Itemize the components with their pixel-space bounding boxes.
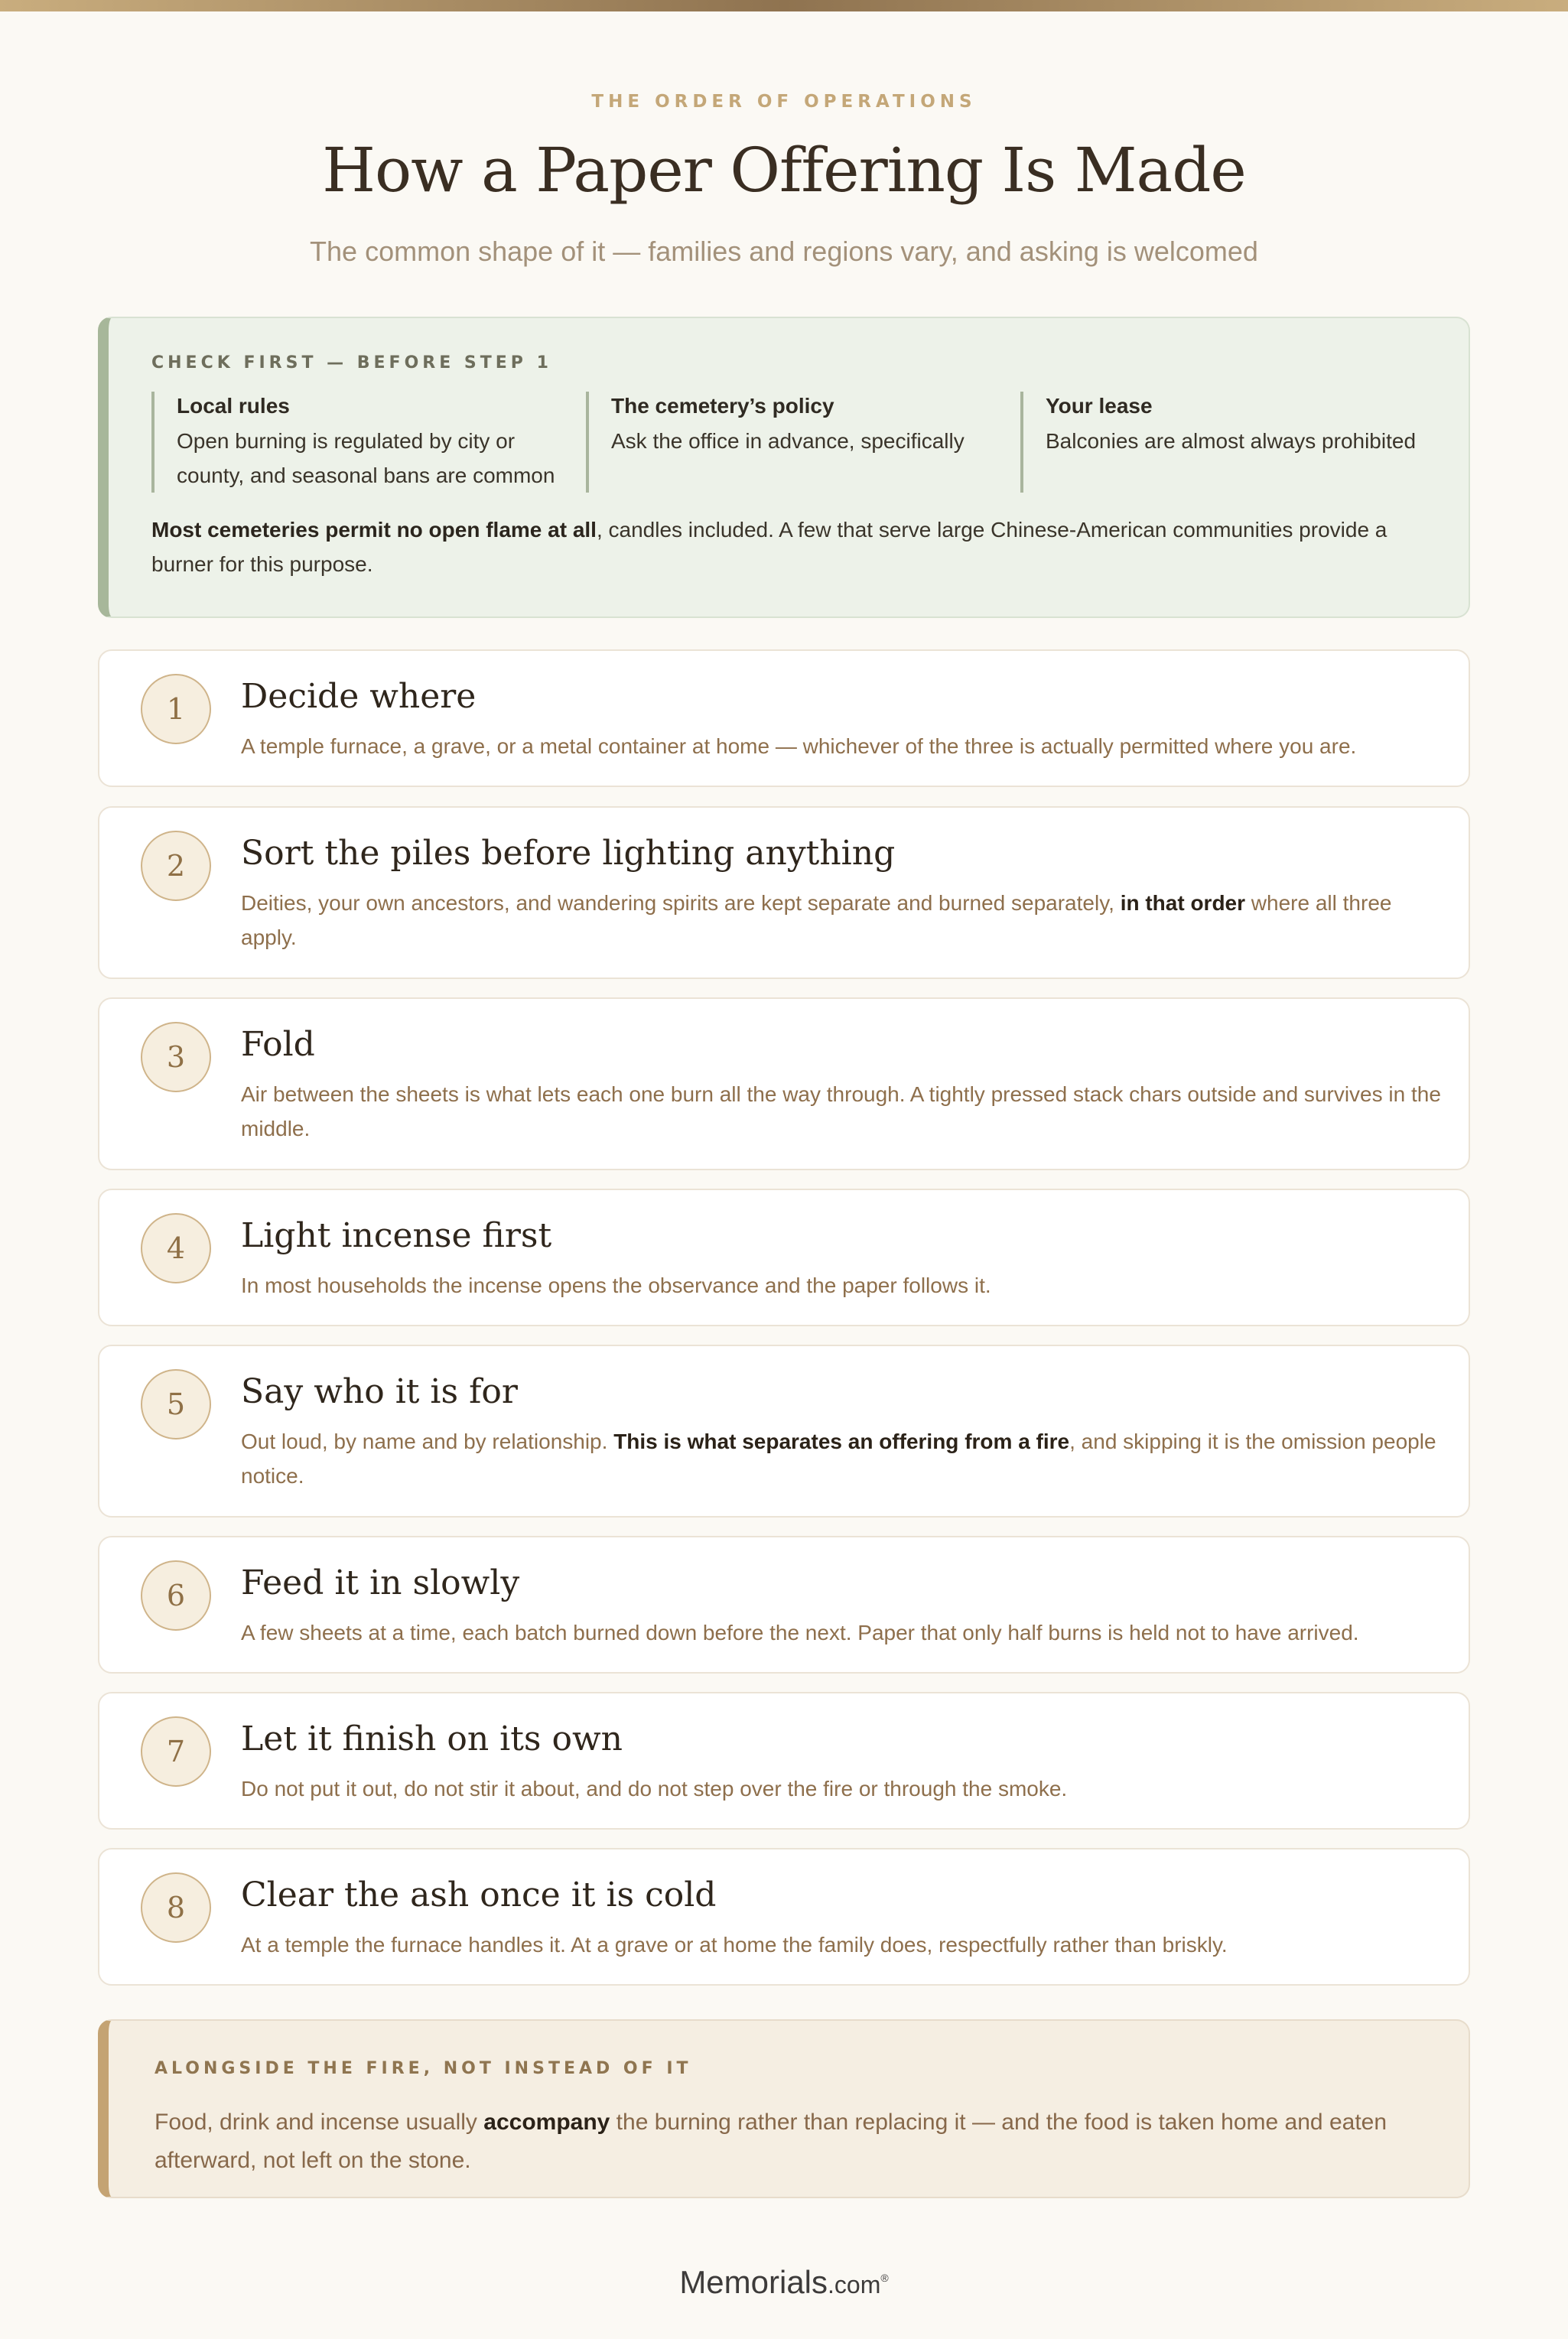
alongside-box xyxy=(98,2019,1470,2198)
step-title: Decide where xyxy=(241,677,477,716)
step-text: Air between the sheets is what lets each one burn all the way through. A tightly pressed stack chars outside and survives in the middle. xyxy=(241,1082,1441,1140)
rule-local xyxy=(151,392,580,493)
step-card xyxy=(98,1189,1470,1326)
step-card xyxy=(98,806,1470,979)
step-text-emphasis: in that order xyxy=(1120,891,1246,915)
rule-cemetery xyxy=(586,392,1014,493)
rule-title: Local rules xyxy=(177,394,290,418)
step-card xyxy=(98,1536,1470,1674)
step-card xyxy=(98,649,1470,787)
step-text-part: Out loud, by name and by relationship. xyxy=(241,1430,614,1453)
step-number: 1 xyxy=(141,674,211,744)
step-text: A few sheets at a time, each batch burned down before the next. Paper that only half burns is held not to have arrived. xyxy=(241,1621,1359,1644)
check-first-box xyxy=(98,317,1470,618)
step-title: Light incense first xyxy=(241,1216,552,1255)
step-number: 3 xyxy=(141,1022,211,1092)
step-card xyxy=(98,997,1470,1170)
step-text xyxy=(241,1424,1442,1493)
rule-text: Open burning is regulated by city or county, and seasonal bans are common xyxy=(177,429,555,487)
check-first-note xyxy=(151,512,1436,581)
step-text: Do not put it out, do not stir it about, and do not step over the fire or through the smoke. xyxy=(241,1777,1068,1801)
check-first-label: CHECK FIRST — BEFORE STEP 1 xyxy=(151,353,552,372)
step-title: Clear the ash once it is cold xyxy=(241,1875,717,1914)
alongside-text-part: the burning rather than replacing it — and the food is taken home and eaten afterward, not left on the stone. xyxy=(155,2110,1387,2173)
alongside-text-part: Food, drink and incense usually xyxy=(155,2110,484,2135)
step-number: 2 xyxy=(141,831,211,901)
eyebrow: THE ORDER OF OPERATIONS xyxy=(591,92,977,112)
alongside-emphasis: accompany xyxy=(483,2110,610,2135)
step-text: In most households the incense opens the observance and the paper follows it. xyxy=(241,1274,991,1297)
page-subtitle: The common shape of it — families and regions vary, and asking is welcomed xyxy=(310,236,1258,267)
brand-name: Memorials xyxy=(679,2264,828,2300)
rule-title: The cemetery’s policy xyxy=(611,394,834,418)
step-card xyxy=(98,1345,1470,1518)
brand-logo[interactable] xyxy=(0,2264,1568,2301)
step-title: Fold xyxy=(241,1025,315,1064)
step-number: 8 xyxy=(141,1872,211,1943)
step-title: Say who it is for xyxy=(241,1372,518,1411)
registered-mark: ® xyxy=(880,2272,889,2284)
rule-text: Balconies are almost always prohibited xyxy=(1046,429,1417,453)
step-card xyxy=(98,1848,1470,1986)
step-card xyxy=(98,1692,1470,1830)
step-text-emphasis: This is what separates an offering from a fire xyxy=(613,1430,1070,1453)
top-accent-bar xyxy=(0,0,1568,11)
note-emphasis: Most cemeteries permit no open flame at all xyxy=(151,518,597,542)
alongside-label: ALONGSIDE THE FIRE, NOT INSTEAD OF IT xyxy=(155,2059,692,2078)
alongside-text xyxy=(155,2103,1440,2180)
step-text-part: Deities, your own ancestors, and wandering spirits are kept separate and burned separately, xyxy=(241,891,1121,915)
step-text-part: , and skipping it is the omission people notice. xyxy=(241,1430,1436,1488)
step-number: 4 xyxy=(141,1213,211,1283)
step-number: 6 xyxy=(141,1560,211,1631)
page-title: How a Paper Offering Is Made xyxy=(322,135,1246,206)
brand-suffix: .com xyxy=(828,2271,881,2298)
step-text xyxy=(241,886,1442,955)
rule-title: Your lease xyxy=(1046,394,1153,418)
note-text: , candles included. A few that serve large Chinese-American communities provide a burner for this purpose. xyxy=(151,518,1387,576)
rule-lease xyxy=(1020,392,1449,493)
rule-text: Ask the office in advance, specifically xyxy=(611,429,965,453)
step-number: 7 xyxy=(141,1716,211,1787)
step-number: 5 xyxy=(141,1369,211,1440)
step-title: Feed it in slowly xyxy=(241,1563,520,1602)
step-text: At a temple the furnace handles it. At a grave or at home the family does, respectfully rather than briskly. xyxy=(241,1933,1228,1957)
step-text-part: where all three apply. xyxy=(241,891,1392,949)
step-text: A temple furnace, a grave, or a metal container at home — whichever of the three is actually permitted where you are. xyxy=(241,734,1357,758)
step-title: Let it finish on its own xyxy=(241,1719,623,1758)
step-title: Sort the piles before lighting anything xyxy=(241,834,896,873)
